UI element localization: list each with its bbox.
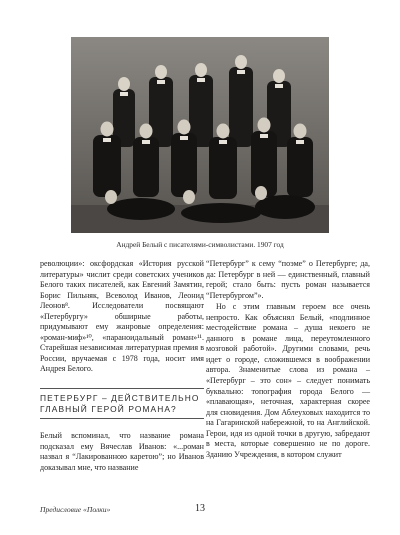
section-heading [40, 388, 204, 419]
paragraph: Белый вспоминал, что название романа подсказал ему Вячеслав Иванов: «...роман назвал я “Лакированною каретою”; но Иванов доказывал мне, что название [40, 431, 204, 472]
left-text-column [40, 258, 204, 473]
paragraph: революции»: оксфордская «История русской литературы» числит среди советских учеников Белого таких писателей, как Евгений Замятин, Борис Пильняк, Всеволод Иванов, Леонид Леонов⁸. Исследователи посвящают «Петербургу» обширные работы, придумывают ему жанровые определения: «роман-миф»¹⁰, «параноидальный роман»¹¹. Старейшая независимая литературная премия в России, вручаемая с 1978 года, носит имя Андрея Белого. [40, 259, 204, 374]
paragraph: Но с этим главным героем все очень непросто. Как объяснял Белый, «подлинное местодействие романа – душа некоего не данного в романе лица, переутомленного мозговой работой». Другими словами, речь идет о городе, сложившемся в воображении автора. Знаменитые слова из романа – «Петербург – это сон» – следует понимать буквально: топография города Белого — «плавающая», неточная, характерная скорее для сновидения. Дом Аблеуховых находится то на Гагаринской набережной, то на Английской. Герои, идя из одной точки в другую, забредают в места, которые совершенно не по дороге. Зданию Учреждения, в котором служит [206, 302, 370, 459]
page-number: 13 [195, 503, 205, 514]
photo-image [71, 37, 329, 233]
section-heading-text: ПЕТЕРБУРГ – ДЕЙСТВИТЕЛЬНО ГЛАВНЫЙ ГЕРОЙ РОМАНА? [40, 393, 200, 415]
paragraph: “Петербург” к сему “поэме” о Петербурге; да, да: Петербург в ней — единственный, главный герой; стало быть: пусть роман называется “Петербургом”». [206, 259, 370, 300]
heading-rule-bottom [40, 418, 204, 419]
photo-caption: Андрей Белый с писателями-символистами. 1907 год [116, 240, 284, 249]
right-text-column [206, 258, 370, 460]
group-photograph [71, 37, 329, 233]
running-footer: Предисловие «Полки» [40, 505, 111, 514]
